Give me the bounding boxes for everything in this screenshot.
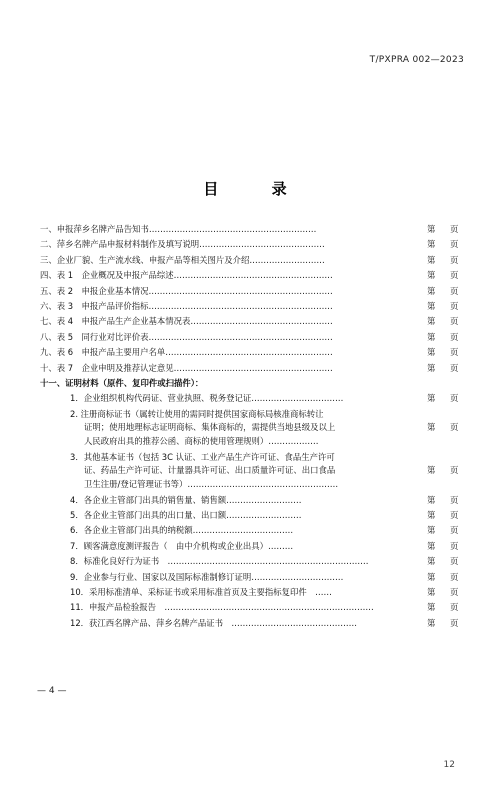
toc-entry-text: 一、申报萍乡名牌产品告知书…………………………………………………… — [40, 224, 317, 234]
toc-subentry[interactable] — [40, 494, 467, 508]
toc-subentry-text: 7．顾客满意度测评报告（ 由中介机构或企业出具）……… — [70, 540, 294, 551]
toc-subentry[interactable] — [40, 540, 467, 554]
toc-subentry-text: 11．申报产品检验报告 ………………………………………………………………… — [70, 602, 374, 613]
toc-entry[interactable] — [40, 331, 467, 345]
toc-entry-text: 八、表 5 同行业对比评价表………………………………………………………… — [40, 331, 333, 342]
table-of-contents — [40, 223, 467, 632]
toc-entry-page: 第 页 — [427, 300, 465, 311]
toc-entry-page: 第 页 — [427, 494, 465, 505]
toc-entry-text: 三、企业厂貌、生产流水线、申报产品等相关图片及介绍……………………… — [40, 254, 325, 265]
toc-entry-text: 十、表 7 企业申明及推荐认定意见………………………………………………… — [40, 362, 333, 373]
toc-entry-page: 第 页 — [427, 347, 465, 358]
toc-entry[interactable] — [40, 346, 467, 360]
toc-entry-text: 六、表 3 申报产品评价指标………………………………………………………… — [40, 300, 333, 311]
toc-entry-text: 四、表 1 企业概况及申报产品综述………………………………………………… — [40, 270, 333, 281]
toc-subentry[interactable] — [40, 509, 467, 523]
toc-entry-page: 第 页 — [427, 239, 465, 250]
toc-entry-text: 七、表 4 申报产品生产企业基本情况表…………………………………………… — [40, 316, 333, 327]
toc-entry[interactable] — [40, 285, 467, 299]
toc-subentry-text: 证明；使用地理标志证明商标、集体商标的，需提供当地县级及以上 — [84, 422, 336, 433]
toc-entry[interactable] — [40, 362, 467, 376]
toc-subentry-text: 2. 注册商标证书（属转让使用的需同时提供国家商标局核准商标转让 — [70, 408, 324, 419]
toc-subentry-text: 4．各企业主管部门出具的销售量、销售额……………………… — [70, 494, 302, 505]
toc-entry-page: 第 页 — [427, 316, 465, 327]
toc-subentry[interactable] — [40, 392, 467, 406]
toc-entry-page: 第 页 — [427, 362, 465, 373]
toc-entry-page: 第 页 — [427, 285, 465, 296]
toc-subentry[interactable] — [40, 617, 467, 631]
toc-entry-page: 第 页 — [427, 224, 465, 234]
toc-subentry-text: 12．获江西名牌产品、萍乡名牌产品证书 ……………………………………… — [70, 617, 358, 628]
toc-entry-page: 第 页 — [427, 422, 465, 433]
sheet-number: 12 — [443, 760, 455, 770]
toc-subentry[interactable] — [40, 451, 467, 492]
toc-subentry-text: 9．企业参与行业、国家以及国际标准制修订证明…………………………… — [70, 571, 344, 582]
toc-entry[interactable] — [40, 315, 467, 329]
toc-subentry-text: 10．采用标准清单、采标证书或采用标准首页及主要指标复印件 …… — [70, 587, 332, 597]
toc-subentry-text: 证、药品生产许可证、计量器具许可证、出口质量许可证、出口食品 — [84, 465, 336, 476]
document-code: T/PXPRA 002—2023 — [369, 55, 464, 65]
section-title: 十一、证明材料（原件、复印件或扫描件）： — [40, 377, 204, 388]
toc-entry-page: 第 页 — [427, 602, 465, 613]
toc-subentry[interactable] — [40, 586, 467, 600]
toc-entry-page: 第 页 — [427, 540, 465, 551]
toc-subentry[interactable] — [40, 555, 467, 569]
toc-entry-page: 第 页 — [427, 571, 465, 582]
toc-entry-page: 第 页 — [427, 465, 465, 476]
toc-subentry-text: 1．企业组织机构代码证、营业执照、税务登记证…………………………… — [70, 393, 344, 404]
toc-entry-page: 第 页 — [427, 556, 465, 567]
toc-entry-text: 二、萍乡名牌产品申报材料制作及填写说明……………………………………… — [40, 239, 325, 250]
toc-entry-page: 第 页 — [427, 331, 465, 342]
toc-entry-page: 第 页 — [427, 587, 465, 597]
toc-section-header — [40, 377, 467, 391]
toc-entry-page: 第 页 — [427, 510, 465, 521]
toc-entry[interactable] — [40, 254, 467, 268]
toc-subentry[interactable] — [40, 601, 467, 615]
toc-subentry-text: 人民政府出具的推荐公函、商标的使用管理规则）……………… — [84, 436, 319, 447]
toc-title: 目 录 — [203, 180, 311, 198]
toc-subentry[interactable] — [40, 524, 467, 538]
toc-entry[interactable] — [40, 238, 467, 252]
toc-subentry-text: 5．各企业主管部门出具的出口量、出口额……………………… — [70, 510, 302, 521]
toc-subentry[interactable] — [40, 408, 467, 449]
toc-subentry[interactable] — [40, 571, 467, 585]
toc-entry-page: 第 页 — [427, 525, 465, 536]
toc-entry[interactable] — [40, 223, 467, 237]
toc-entry-page: 第 页 — [427, 254, 465, 265]
toc-subentry-text: 6．各企业主管部门出具的纳税额……………………………… — [70, 525, 294, 536]
toc-entry-page: 第 页 — [427, 393, 465, 404]
toc-subentry-text: 3．其他基本证书（包括 3C 认证、工业产品生产许可证、食品生产许可 — [70, 451, 335, 462]
toc-entry-page: 第 页 — [427, 617, 465, 628]
toc-entry-text: 九、表 6 申报产品主要用户名单…………………………………………………… — [40, 347, 333, 358]
toc-entry-page: 第 页 — [427, 270, 465, 281]
toc-entry-text: 五、表 2 申报企业基本情况………………………………………………………… — [40, 285, 333, 296]
page-marker: — 4 — — [37, 686, 67, 696]
toc-subentry-text: 卫生注册/登记管理证书等）……………………………………………… — [84, 479, 339, 490]
toc-entry[interactable] — [40, 269, 467, 283]
toc-subentry-text: 8．标准化良好行为证书 ……………………………………………………………… — [70, 556, 369, 567]
toc-entry[interactable] — [40, 300, 467, 314]
